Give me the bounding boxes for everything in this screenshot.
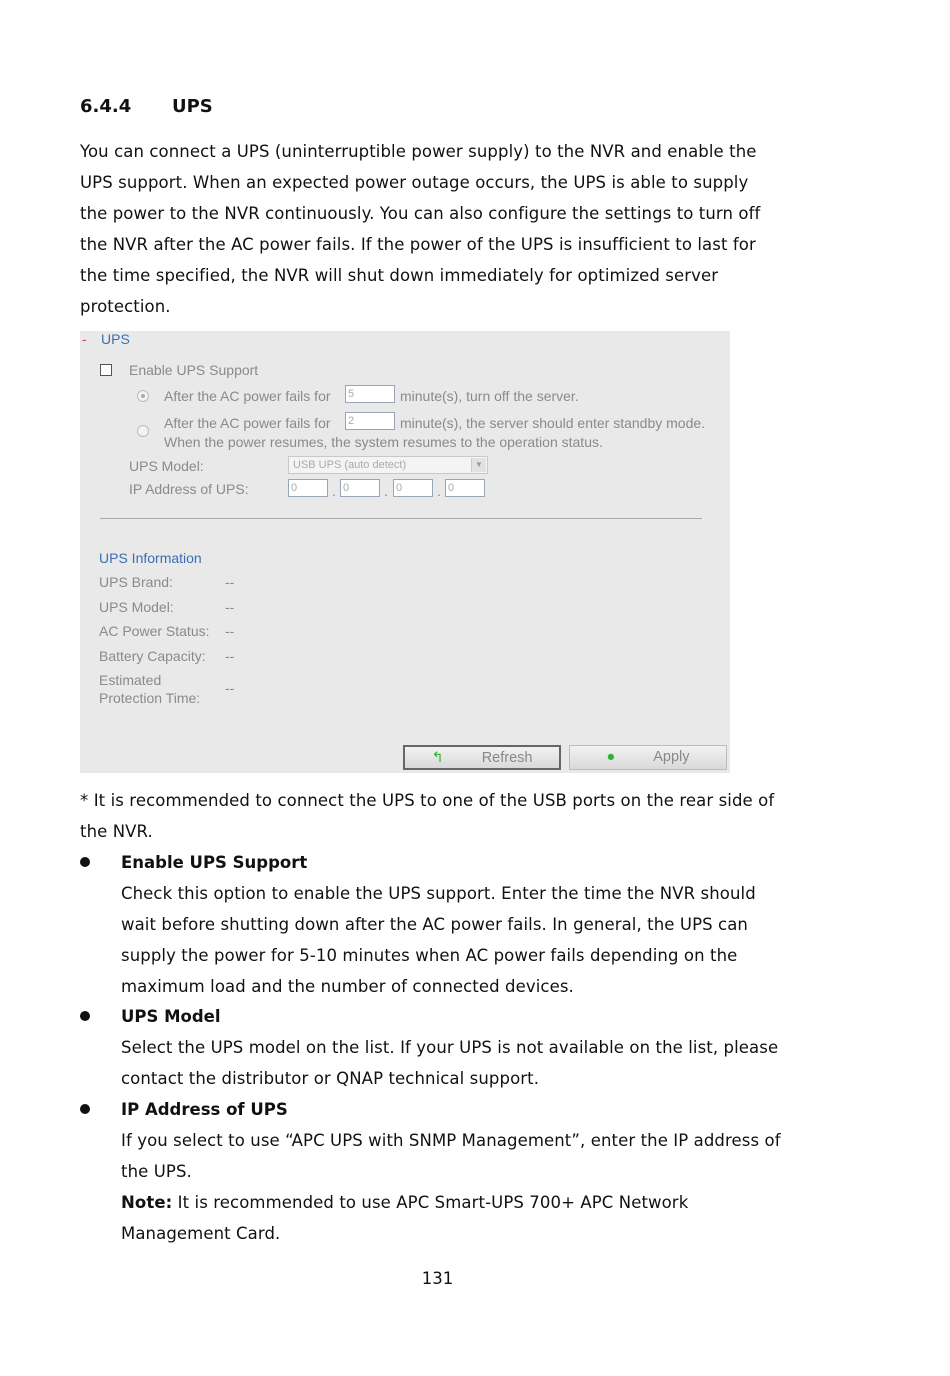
ups-model-value: USB UPS (auto detect) <box>293 459 407 471</box>
ups-model-info-label: UPS Model: <box>99 599 174 615</box>
ip-separator: . <box>437 483 441 499</box>
enable-ups-checkbox[interactable] <box>100 364 112 376</box>
ups-brand-value: -- <box>225 574 235 590</box>
bullet-enable-ups <box>80 847 307 878</box>
intro-line: the power to the NVR continuously. You can also configure the settings to turn off <box>80 204 761 223</box>
ups-brand-label: UPS Brand: <box>99 574 173 590</box>
ip-separator: . <box>332 483 336 499</box>
ac-power-status-value: -- <box>225 623 235 639</box>
ups-model-select[interactable] <box>288 456 488 474</box>
ip-address-label: IP Address of UPS: <box>129 481 249 497</box>
standby-radio[interactable] <box>137 425 149 437</box>
ip-octet-2-input[interactable]: 0 <box>340 479 380 497</box>
intro-line: the NVR after the AC power fails. If the power of the UPS is insufficient to last for <box>80 235 756 254</box>
bullet-title: UPS Model <box>121 1007 221 1026</box>
body-line: contact the distributor or QNAP technical support. <box>121 1069 540 1088</box>
refresh-button[interactable] <box>403 745 561 770</box>
estimated-label: Estimated <box>99 672 162 688</box>
battery-capacity-value: -- <box>225 648 235 664</box>
option2-suffix: minute(s), the server should enter standby mode. <box>400 415 706 431</box>
section-title: UPS <box>172 96 213 117</box>
section-heading <box>80 96 213 117</box>
refresh-icon: ↰ <box>431 750 444 766</box>
intro-line: You can connect a UPS (uninterruptible power supply) to the NVR and enable the <box>80 142 757 161</box>
divider <box>100 518 702 519</box>
enable-ups-label: Enable UPS Support <box>129 362 259 378</box>
ups-model-info-value: -- <box>225 599 235 615</box>
bullet-title: Enable UPS Support <box>121 853 308 872</box>
standby-minutes-input[interactable]: 2 <box>345 412 395 430</box>
apply-icon: ● <box>606 749 616 765</box>
intro-line: protection. <box>80 297 171 316</box>
option2-note: When the power resumes, the system resumes to the operation status. <box>164 434 603 450</box>
ups-settings-panel <box>80 331 730 773</box>
apply-label: Apply <box>653 749 690 765</box>
body-line: supply the power for 5-10 minutes when AC power fails depending on the <box>121 946 738 965</box>
intro-paragraph <box>80 136 810 322</box>
body-line: the UPS. <box>121 1162 192 1181</box>
intro-line: UPS support. When an expected power outage occurs, the UPS is able to supply <box>80 173 749 192</box>
protection-time-label: Protection Time: <box>99 690 201 706</box>
recommendation <box>80 785 810 847</box>
ip-separator: . <box>384 483 388 499</box>
note-line <box>121 1187 811 1218</box>
body-line: If you select to use “APC UPS with SNMP Management”, enter the IP address of <box>121 1131 781 1150</box>
bullet-ups-model <box>80 1001 221 1032</box>
bullet-body <box>121 1032 811 1094</box>
option2-prefix: After the AC power fails for <box>164 415 331 431</box>
bullet-body <box>121 878 811 1002</box>
bullet-title: IP Address of UPS <box>121 1100 288 1119</box>
apply-button[interactable] <box>569 745 727 770</box>
option1-suffix: minute(s), turn off the server. <box>400 388 579 404</box>
shutdown-radio[interactable] <box>137 390 149 402</box>
collapse-icon[interactable]: - <box>82 331 87 347</box>
intro-line: the time specified, the NVR will shut down immediately for optimized server <box>80 266 719 285</box>
chevron-down-icon: ▼ <box>471 458 486 472</box>
ip-octet-3-input[interactable]: 0 <box>393 479 433 497</box>
ups-model-label: UPS Model: <box>129 458 204 474</box>
body-line: maximum load and the number of connected devices. <box>121 977 574 996</box>
body-line: Select the UPS model on the list. If your UPS is not available on the list, please <box>121 1038 779 1057</box>
ac-power-status-label: AC Power Status: <box>99 623 210 639</box>
note-text: It is recommended to use APC Smart-UPS 700+ APC Network <box>172 1193 689 1212</box>
battery-capacity-label: Battery Capacity: <box>99 648 206 664</box>
ip-octet-1-input[interactable]: 0 <box>288 479 328 497</box>
panel-title: UPS <box>101 331 130 347</box>
recommendation-line: the NVR. <box>80 822 153 841</box>
refresh-label: Refresh <box>481 750 533 766</box>
recommendation-line: * It is recommended to connect the UPS to one of the USB ports on the rear side of <box>80 791 775 810</box>
ip-octet-4-input[interactable]: 0 <box>445 479 485 497</box>
bullet-ip-address <box>80 1094 288 1125</box>
note-label: Note: <box>121 1193 173 1212</box>
bullet-body <box>121 1125 811 1249</box>
body-line: wait before shutting down after the AC power fails. In general, the UPS can <box>121 915 748 934</box>
protection-time-value: -- <box>225 680 235 696</box>
note-line: Management Card. <box>121 1224 281 1243</box>
bullet-icon <box>80 857 90 867</box>
option1-prefix: After the AC power fails for <box>164 388 331 404</box>
shutdown-minutes-input[interactable]: 5 <box>345 385 395 403</box>
page-number: 131 <box>421 1269 454 1288</box>
bullet-icon <box>80 1104 90 1114</box>
body-line: Check this option to enable the UPS support. Enter the time the NVR should <box>121 884 756 903</box>
ups-info-title: UPS Information <box>99 550 202 566</box>
section-number: 6.4.4 <box>80 96 132 117</box>
bullet-icon <box>80 1011 90 1021</box>
